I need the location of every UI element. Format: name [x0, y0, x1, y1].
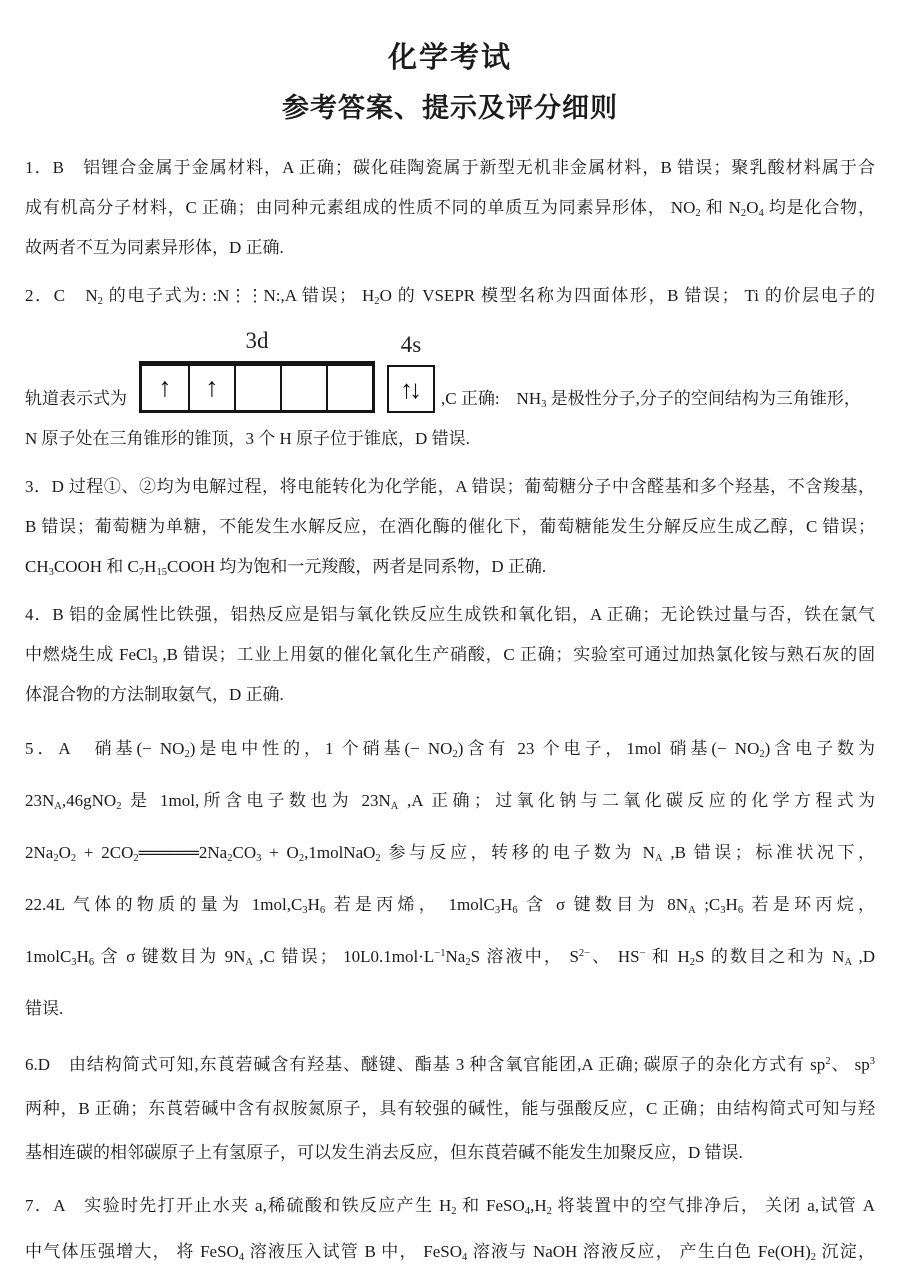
answer-line: 故两者不互为同素异形体，D 正确.: [25, 238, 284, 257]
answer-line: 中气体压强增大， 将 FeSO$_4$ 溶液压入试管 B 中， FeSO$_4$ 溶液与 NaOH 溶液反应， 产生白色 $Fe(OH)_2$ 沉淀，: [25, 1242, 876, 1263]
answer-line: 6.D 由结构简式可知,东莨菪碱含有羟基、醚键、酯基 3 种含氧官能团,A 正确; 碳原子的杂化方式有 $sp^2$、 $sp^3$: [25, 1055, 876, 1074]
orbital-3d-cell: ↑: [158, 372, 172, 402]
orbital-4s-group: [387, 330, 435, 413]
answer-item-7: [25, 1183, 875, 1275]
answer-item-2: [25, 276, 875, 459]
answer-item-3: [25, 467, 875, 587]
answer-line: B 错误；葡萄糖为单糖，不能发生水解反应，在酒化酶的催化下，葡萄糖能发生分解反应生成乙醇，C 错误；: [25, 517, 875, 536]
orbital-4s-label: 4s: [400, 332, 422, 357]
answer-line: 1．B 铝锂合金属于金属材料，A 正确；碳化硅陶瓷属于新型无机非金属材料，B 错误；聚乳酸材料属于合: [25, 158, 875, 177]
orbital-3d-cell: [234, 366, 280, 410]
orbital-3d-boxes: [139, 361, 375, 413]
orbital-3d-group: [139, 326, 375, 413]
answer-line: N 原子处在三角锥形的锥顶，3 个 H 原子位于锥底，D 错误.: [25, 429, 470, 448]
answer-line: 4．B 铝的金属性比铁强，铝热反应是铝与氧化铁反应生成铁和氧化铝，A 正确；无论铁过量与否，铁在氯气: [25, 605, 875, 624]
orbital-3d-cell: [280, 366, 326, 410]
orbital-diagram-suffix: ,C 正确: $NH_3$ 是极性分子,分子的空间结构为三角锥形，: [441, 389, 861, 410]
answer-line: 基相连碳的相邻碳原子上有氢原子，可以发生消去反应，但东莨菪碱不能发生加聚反应，D 错误.: [25, 1143, 743, 1162]
answer-line: $CH_3COOH$ 和 $C_7H_{15}COOH$ 均为饱和一元羧酸，两者是同系物，D 正确.: [25, 557, 547, 578]
answer-line: $2Na_2O_2$ + $2CO_2═════2Na_2CO_3$ + $O_2,1molNaO_2$ 参与反应，转移的电子数为 $N_A$ ,B 错误；标准状况下，: [25, 843, 875, 864]
answer-line: 两种，B 正确；东莨菪碱中含有叔胺氮原子，具有较强的碱性，能与强酸反应，C 正确；由结构简式可知与羟: [25, 1099, 875, 1118]
page-title: 化学考试: [387, 42, 512, 74]
orbital-diagram: [25, 326, 875, 413]
orbital-3d-label: 3d: [245, 328, 269, 353]
page-subtitle: 参考答案、提示及评分细则: [282, 93, 618, 123]
answer-line: 中燃烧生成 FeCl$_3$ ,B 错误；工业上用氨的催化氧化生产硝酸，C 正确；实验室可通过加热氯化铵与熟石灰的固: [25, 645, 875, 666]
answer-line: $1molC_3H_6$ 含 σ 键数目为 $9N_A$ ,C 错误； $10L0.1mol\cdot L^{-1}Na_2S$ 溶液中， $S^{2-}$、 HS− 和 $H_2S$ 的数目之和为 $N_A$ ,D: [25, 947, 876, 968]
orbital-3d-cell: [326, 366, 372, 410]
answer-line: 成有机高分子材料，C 正确；由同种元素组成的性质不同的单质互为同素异形体， $NO_2$ 和 $N_2O_4$ 均是化合物，: [25, 198, 876, 219]
answer-line: 3．D 过程①、②均为电解过程，将电能转化为化学能，A 错误；葡萄糖分子中含醛基和多个羟基，不含羧基，: [25, 477, 875, 496]
answer-line: 22.4L 气体的物质的量为 $1mol,C_3H_6$ 若是丙烯， $1molC_3H_6$ 含 σ 键数目为 $8N_A$ $;C_3H_6$ 若是环丙烷，: [25, 895, 875, 916]
answer-line: 错误.: [25, 999, 64, 1018]
orbital-3d-cell: ↑: [188, 366, 234, 410]
answer-item-4: [25, 595, 875, 715]
answer-item-5: [25, 723, 875, 1035]
answer-line: 体混合物的方法制取氨气，D 正确.: [25, 685, 284, 704]
answer-line: $23N_A,46gNO_2$ 是 1mol,所含电子数也为 $23N_A$ ,A 正确；过氧化钠与二氧化碳反应的化学方程式为: [25, 791, 875, 812]
answer-item-6: [25, 1043, 875, 1175]
answer-item-1: [25, 148, 875, 268]
answer-line: 7．A 实验时先打开止水夹 a,稀硫酸和铁反应产生 $H_2$ 和 $FeSO_4,H_2$ 将装置中的空气排净后， 关闭 a,试管 A: [25, 1196, 875, 1217]
answer-line: 2．C $N_2$ 的电子式为: :N⋮⋮N:,A 错误； $H_2O$ 的 VSEPR 模型名称为四面体形，B 错误； Ti 的价层电子的: [25, 286, 875, 307]
orbital-diagram-caption: 轨道表示式为: [25, 389, 127, 408]
answer-line: 5．A 硝基(− $NO_2$)是电中性的，1 个硝基(− $NO_2$)含有 23 个电子，1mol 硝基(− $NO_2$)含电子数为: [25, 739, 875, 760]
orbital-4s-cell: ↑↓: [387, 365, 435, 413]
